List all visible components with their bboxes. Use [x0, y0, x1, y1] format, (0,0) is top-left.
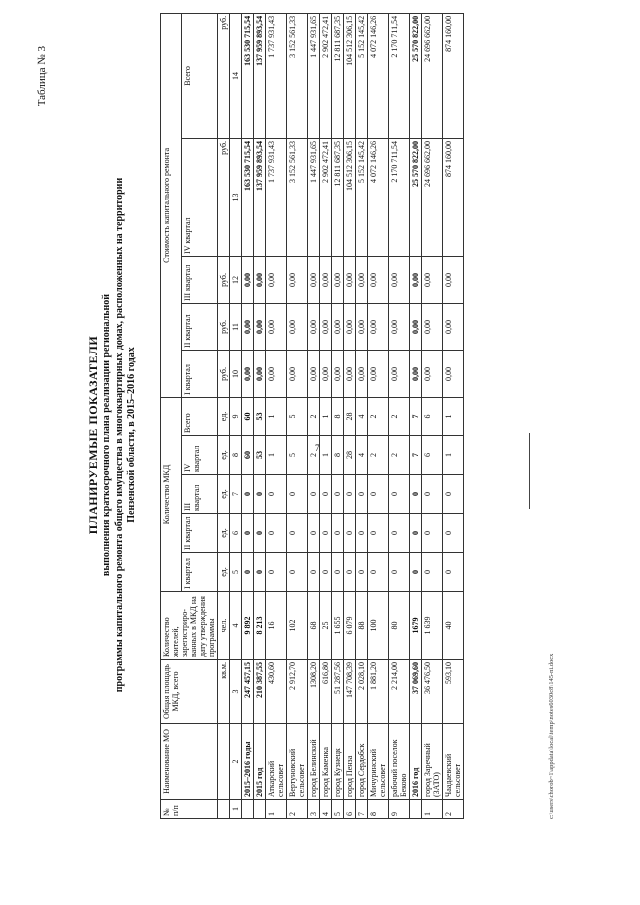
table-cell: 2 [389, 397, 410, 435]
table-cell: 0,00 [410, 350, 422, 397]
table-cell: 0,00 [242, 256, 254, 303]
table-cell: ед. [218, 397, 230, 435]
table-cell: 1 655 [332, 592, 344, 660]
summary-row [254, 13, 266, 818]
table-cell: 163 530 715,54 [242, 138, 254, 256]
table-cell: 0,00 [242, 350, 254, 397]
table-cell: ед. [218, 553, 230, 592]
table-cell: 16 [266, 592, 287, 660]
table-cell: 13 [230, 138, 242, 256]
table-cell: 11 [230, 303, 242, 350]
table-cell: 4 [356, 397, 368, 435]
table-cell: ед. [218, 475, 230, 514]
table-cell: 24 696 662,00 [422, 138, 443, 256]
table-cell: 0,00 [266, 256, 287, 303]
table-cell: 0 [254, 553, 266, 592]
table-cell: 0 [344, 475, 356, 514]
table-cell: 8 [332, 397, 344, 435]
table-cell: 2 214,00 [389, 660, 410, 724]
table-cell: город Сердобск [356, 724, 368, 800]
table-cell: 1 [443, 436, 464, 475]
table-cell: 7 [410, 397, 422, 435]
table-cell: 0 [344, 553, 356, 592]
table-cell: 0 [332, 553, 344, 592]
table-cell: 0 [410, 553, 422, 592]
table-row [443, 13, 464, 818]
table-cell: 0 [308, 553, 320, 592]
table-cell: 5 152 145,42 [356, 13, 368, 138]
table-cell: руб. [218, 138, 230, 256]
header-q4: IV квартал [181, 138, 217, 256]
table-cell: 0,00 [356, 303, 368, 350]
table-cell: 10 [230, 350, 242, 397]
summary-row [410, 13, 422, 818]
table-cell: 147 708,39 [344, 660, 356, 724]
table-cell: 2 [443, 800, 464, 819]
page-number: 7 [315, 443, 320, 453]
table-cell: город Пенза [344, 724, 356, 800]
table-cell: 1 [266, 397, 287, 435]
table-row [287, 13, 308, 818]
table-cell: 874 160,00 [443, 138, 464, 256]
table-cell: 0 [344, 514, 356, 553]
table-cell: 6 [230, 514, 242, 553]
table-cell: 0 [308, 514, 320, 553]
table-cell: 1 [230, 800, 242, 819]
table-cell: 53 [254, 397, 266, 435]
table-row [356, 13, 368, 818]
table-row [344, 13, 356, 818]
table-cell: 0,00 [389, 303, 410, 350]
table-row [332, 13, 344, 818]
table-cell: 0,00 [332, 350, 344, 397]
table-cell: 2 902 472,41 [320, 13, 332, 138]
table-cell: 0,00 [320, 256, 332, 303]
table-cell: 0,00 [368, 350, 389, 397]
table-cell: 137 959 893,54 [254, 13, 266, 138]
table-cell: 2015–2016 годы [242, 724, 254, 800]
table-cell: 0,00 [410, 256, 422, 303]
table-cell: 0,00 [254, 350, 266, 397]
table-cell: 104 512 306,15 [344, 138, 356, 256]
table-cell: Чаадаевский сельсовет [443, 724, 464, 800]
table-cell: 0,00 [368, 256, 389, 303]
table-cell: руб. [218, 256, 230, 303]
table-cell: 0 [320, 514, 332, 553]
table-cell: 0 [332, 514, 344, 553]
table-cell: 0,00 [254, 303, 266, 350]
table-cell: чел. [218, 592, 230, 660]
title-line: выполнения краткосрочного плана реализации региональной [101, 293, 112, 577]
table-cell: 0 [443, 553, 464, 592]
title-line: программы капитального ремонта общего имущества в многоквартирных домах, расположенных на территории [113, 177, 125, 693]
table-row [266, 13, 287, 818]
table-cell: 0,00 [422, 350, 443, 397]
table-cell: 247 457,15 [242, 660, 254, 724]
table-cell: 3 152 561,33 [287, 13, 308, 138]
table-cell: 0,00 [287, 303, 308, 350]
table-cell: 2016 год [410, 724, 422, 800]
table-cell: 1 [443, 397, 464, 435]
table-cell: 0,00 [344, 256, 356, 303]
table-cell: 28 [344, 397, 356, 435]
table-cell: 3 152 561,33 [287, 138, 308, 256]
page-title: ПЛАНИРУЕМЫЕ ПОКАЗАТЕЛИ [86, 335, 100, 535]
table-row [308, 13, 320, 818]
table-cell: 0,00 [320, 350, 332, 397]
table-cell: 0,00 [389, 256, 410, 303]
header-total: Всего [181, 397, 217, 435]
table-cell [242, 800, 254, 819]
table-cell: Аткарский сельсовет [266, 724, 287, 800]
table-cell: 12 811 687,35 [332, 13, 344, 138]
table-cell: 0,00 [344, 303, 356, 350]
table-cell: 0,00 [287, 256, 308, 303]
table-cell: 0,00 [332, 256, 344, 303]
table-cell: 7 [230, 475, 242, 514]
table-cell: 80 [389, 592, 410, 660]
table-cell: 593,10 [443, 660, 464, 724]
table-cell: 0,00 [242, 303, 254, 350]
table-cell: 430,60 [266, 660, 287, 724]
table-cell: 0 [422, 553, 443, 592]
table-cell: 1679 [410, 592, 422, 660]
table-cell: 0 [332, 475, 344, 514]
table-cell: 1 737 931,43 [266, 13, 287, 138]
table-cell: 0 [356, 475, 368, 514]
table-cell: 6 [344, 800, 356, 819]
table-cell: 12 [230, 256, 242, 303]
header-q2: II квартал [181, 303, 217, 350]
table-cell: 2 902 472,41 [320, 138, 332, 256]
table-cell: Мичуринский сельсовет [368, 724, 389, 800]
table-cell: 6 [422, 397, 443, 435]
table-label: Таблица № 3 [36, 46, 48, 107]
table-cell: 137 959 893,54 [254, 138, 266, 256]
table-cell: 1 447 931,65 [308, 13, 320, 138]
header-q1: I квартал [181, 350, 217, 397]
table-cell: 0,00 [443, 256, 464, 303]
column-number-row [230, 13, 242, 818]
table-cell: 9 892 [242, 592, 254, 660]
table-cell: 14 [230, 13, 242, 138]
header-q2: II квартал [181, 514, 217, 553]
table-cell: город Каменка [320, 724, 332, 800]
table-cell: 0,00 [422, 303, 443, 350]
table-row [422, 13, 443, 818]
header-mkd-group: Количество МКД [161, 397, 182, 591]
table-row [368, 13, 389, 818]
table-cell [218, 800, 230, 819]
table-cell: город Кузнецк [332, 724, 344, 800]
table-cell: 0 [242, 553, 254, 592]
table-cell: 4 072 146,26 [368, 13, 389, 138]
table-cell: 1 639 [422, 592, 443, 660]
table-cell: 12 811 687,35 [332, 138, 344, 256]
table-cell: 0,00 [254, 256, 266, 303]
table-cell: руб. [218, 350, 230, 397]
table-cell: 210 387,55 [254, 660, 266, 724]
indicators-table [160, 13, 464, 819]
table-cell: 0 [422, 475, 443, 514]
table-cell: 0 [287, 514, 308, 553]
table-cell: 9 [230, 397, 242, 435]
table-cell: 0,00 [422, 256, 443, 303]
footer-divider [529, 433, 530, 509]
table-cell: руб. [218, 303, 230, 350]
table-cell: 0 [320, 475, 332, 514]
table-cell: 2 [287, 800, 308, 819]
table-cell: рабочий поселок Беково [389, 724, 410, 800]
table-cell: 25 [320, 592, 332, 660]
table-cell: 616,80 [320, 660, 332, 724]
table-cell: 6 079 [344, 592, 356, 660]
table-cell: 2 [389, 436, 410, 475]
table-cell: 4 [320, 800, 332, 819]
table-cell: 102 [287, 592, 308, 660]
table-cell: 1 737 931,43 [266, 138, 287, 256]
table-cell: 37 069,60 [410, 660, 422, 724]
header-cost-group: Стоимость капитального ремонта [161, 13, 182, 397]
table-cell: 7 [410, 436, 422, 475]
table-cell: 0,00 [356, 350, 368, 397]
table-cell: кв.м. [218, 660, 230, 724]
table-cell: 0 [242, 475, 254, 514]
table-cell: 2 [368, 436, 389, 475]
table-cell: 0 [356, 553, 368, 592]
table-cell: 3 [308, 800, 320, 819]
table-cell: 0 [266, 553, 287, 592]
table-cell: 0 [443, 514, 464, 553]
table-cell: 0,00 [287, 350, 308, 397]
table-cell: Вертуновский сельсовет [287, 724, 308, 800]
table-cell: 51 287,56 [332, 660, 344, 724]
header-q3: III квартал [181, 475, 217, 514]
table-cell: 88 [356, 592, 368, 660]
table-cell: 2015 год [254, 724, 266, 800]
header-residents: Количество жителей, зарегистриро-ванных в МКД на дату утверждения программы [161, 592, 218, 660]
header-q4: IV квартал [181, 436, 217, 475]
table-cell: 0,00 [308, 256, 320, 303]
table-cell: 53 [254, 436, 266, 475]
table-cell [410, 800, 422, 819]
table-cell: 1 [266, 436, 287, 475]
title-line: Пензенской области, в 2015–2016 годах [126, 347, 137, 523]
table-cell: 874 160,00 [443, 13, 464, 138]
table-cell: 8 [332, 436, 344, 475]
table-cell: 0 [368, 475, 389, 514]
table-cell: 4 [356, 436, 368, 475]
table-cell: 6 [422, 436, 443, 475]
table-cell: 5 [332, 800, 344, 819]
table-cell [218, 724, 230, 800]
table-cell: 0 [266, 475, 287, 514]
table-cell: 1 447 931,65 [308, 138, 320, 256]
table-cell: 40 [443, 592, 464, 660]
table-cell: 8 213 [254, 592, 266, 660]
table-cell: город Белинский [308, 724, 320, 800]
table-cell: 0,00 [308, 303, 320, 350]
table-cell: 0 [242, 514, 254, 553]
table-cell: 60 [242, 436, 254, 475]
table-cell: 8 [368, 800, 389, 819]
table-cell: 2 [308, 436, 320, 475]
header-q3: III квартал [181, 256, 217, 303]
table-cell: 0,00 [410, 303, 422, 350]
table-cell: 0 [389, 514, 410, 553]
table-cell: 4 072 146,26 [368, 138, 389, 256]
table-cell: 104 512 306,15 [344, 13, 356, 138]
table-cell: 0 [410, 514, 422, 553]
table-cell: 0,00 [266, 303, 287, 350]
table-cell: 0,00 [332, 303, 344, 350]
table-cell: 0 [443, 475, 464, 514]
table-cell: 0 [368, 514, 389, 553]
header-area: Общая площадь МКД, всего [161, 660, 218, 724]
table-cell: 0,00 [356, 256, 368, 303]
table-cell: 1 [320, 436, 332, 475]
table-cell: 2 912,70 [287, 660, 308, 724]
table-cell: 0 [287, 553, 308, 592]
table-cell: 0 [389, 475, 410, 514]
table-cell: 0,00 [320, 303, 332, 350]
table-cell: руб. [218, 13, 230, 138]
table-cell: 7 [356, 800, 368, 819]
table-cell: 1308,20 [308, 660, 320, 724]
table-cell: 0 [254, 475, 266, 514]
units-row [218, 13, 230, 818]
table-cell: 0 [308, 475, 320, 514]
table-cell: 5 [287, 397, 308, 435]
table-cell: 2 170 711,54 [389, 138, 410, 256]
table-cell: 3 [230, 660, 242, 724]
table-cell: 0 [368, 553, 389, 592]
table-cell: 2 170 711,54 [389, 13, 410, 138]
table-cell: 1 [422, 800, 443, 819]
table-cell: город Заречный (ЗАТО) [422, 724, 443, 800]
header-q1: I квартал [181, 553, 217, 592]
table-cell: 0,00 [443, 303, 464, 350]
table-cell: 163 530 715,54 [242, 13, 254, 138]
table-cell: 68 [308, 592, 320, 660]
table-cell: 28 [344, 436, 356, 475]
table-cell: 25 570 822,00 [410, 13, 422, 138]
table-cell: 0,00 [308, 350, 320, 397]
table-cell: 0,00 [443, 350, 464, 397]
table-cell: 5 152 145,42 [356, 138, 368, 256]
header-row [161, 13, 182, 818]
table-row [389, 13, 410, 818]
header-name: Наименование МО [161, 724, 218, 800]
table-cell: 1 [266, 800, 287, 819]
table-cell: 0 [266, 514, 287, 553]
table-cell: 0 [422, 514, 443, 553]
title-block [86, 85, 139, 785]
table-cell: 2 [308, 397, 320, 435]
table-cell: 8 [230, 436, 242, 475]
table-cell: 25 570 822,00 [410, 138, 422, 256]
header-num: № п/п [161, 800, 218, 819]
table-cell: 24 696 662,00 [422, 13, 443, 138]
table-cell: 0,00 [389, 350, 410, 397]
table-cell: 0 [287, 475, 308, 514]
table-cell: 1 [320, 397, 332, 435]
table-cell: 0 [410, 475, 422, 514]
table-cell: ед. [218, 514, 230, 553]
table-cell: 2 [230, 724, 242, 800]
table-cell [254, 800, 266, 819]
table-cell: 4 [230, 592, 242, 660]
table-cell: 0,00 [344, 350, 356, 397]
table-cell: ед. [218, 436, 230, 475]
table-cell: 1 881,20 [368, 660, 389, 724]
table-cell: 0 [356, 514, 368, 553]
table-cell: 36 476,50 [422, 660, 443, 724]
table-cell: 100 [368, 592, 389, 660]
footer-file-path: c:\users\chorob~1\appdata\local\temp\notes6030c8\145-ni.docx [548, 653, 555, 819]
table-cell: 0 [254, 514, 266, 553]
table-row [320, 13, 332, 818]
table-cell: 2 028,10 [356, 660, 368, 724]
table-cell: 0,00 [266, 350, 287, 397]
table-cell: 0 [389, 553, 410, 592]
table-cell: 60 [242, 397, 254, 435]
table-cell: 9 [389, 800, 410, 819]
summary-row [242, 13, 254, 818]
table-cell: 5 [287, 436, 308, 475]
table-cell: 2 [368, 397, 389, 435]
header-total: Всего [181, 13, 217, 138]
table-cell: 0 [320, 553, 332, 592]
table-cell: 0,00 [368, 303, 389, 350]
table-cell: 5 [230, 553, 242, 592]
